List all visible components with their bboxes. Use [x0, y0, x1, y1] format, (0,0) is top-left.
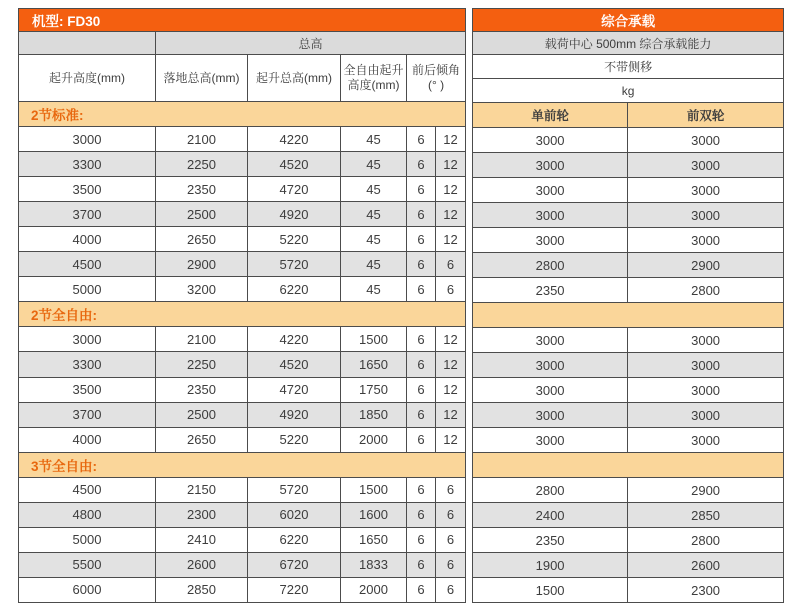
- cell-tilt-back: 12: [436, 127, 466, 152]
- cell-ground-height: 2100: [156, 327, 248, 352]
- cell-ground-height: 2500: [156, 202, 248, 227]
- cell-single-front-wheel: 2350: [473, 278, 628, 303]
- table-row: [19, 202, 466, 227]
- cell-tilt-front: 6: [407, 527, 436, 552]
- cell-double-front-wheel: 2600: [628, 553, 784, 578]
- cell-free-lift: 1500: [341, 477, 407, 502]
- cell-single-front-wheel: 2350: [473, 528, 628, 553]
- cell-ground-height: 2500: [156, 402, 248, 427]
- cell-ground-height: 2250: [156, 152, 248, 177]
- cell-extended-height: 4720: [248, 177, 341, 202]
- cell-single-front-wheel: 3000: [473, 153, 628, 178]
- empty-cell: [19, 32, 156, 55]
- table-row: [473, 153, 784, 178]
- cell-single-front-wheel: 3000: [473, 353, 628, 378]
- cell-double-front-wheel: 2850: [628, 503, 784, 528]
- cell-double-front-wheel: 2900: [628, 253, 784, 278]
- table-row: [19, 402, 466, 427]
- cell-free-lift: 2000: [341, 577, 407, 602]
- capacity-title: 综合承载: [473, 9, 784, 32]
- col-header-double-front-wheel: 前双轮: [628, 103, 784, 128]
- cell-ground-height: 2150: [156, 477, 248, 502]
- left-column-headers: [19, 55, 466, 102]
- cell-ground-height: 2900: [156, 252, 248, 277]
- table-row: [473, 403, 784, 428]
- cell-lift-height: 4000: [19, 227, 156, 252]
- sideshift-row: [473, 55, 784, 79]
- cell-extended-height: 5220: [248, 427, 341, 452]
- cell-tilt-front: 6: [407, 502, 436, 527]
- cell-lift-height: 5000: [19, 277, 156, 302]
- cell-free-lift: 45: [341, 252, 407, 277]
- table-row: [19, 127, 466, 152]
- cell-tilt-front: 6: [407, 377, 436, 402]
- cell-single-front-wheel: 2800: [473, 478, 628, 503]
- cell-ground-height: 2100: [156, 127, 248, 152]
- cell-tilt-back: 6: [436, 577, 466, 602]
- cell-double-front-wheel: 3000: [628, 328, 784, 353]
- table-row: [473, 578, 784, 603]
- model-title-row: [19, 9, 466, 32]
- cell-single-front-wheel: 2400: [473, 503, 628, 528]
- cell-extended-height: 6020: [248, 502, 341, 527]
- table-row: [473, 553, 784, 578]
- table-row: [19, 252, 466, 277]
- section-bar: [19, 452, 466, 477]
- section-bar: [473, 453, 784, 478]
- cell-ground-height: 2300: [156, 502, 248, 527]
- table-row: [473, 353, 784, 378]
- section-bar-filler: [473, 303, 784, 328]
- section-bar: [19, 102, 466, 127]
- cell-lift-height: 3500: [19, 177, 156, 202]
- table-row: [473, 503, 784, 528]
- cell-single-front-wheel: 1500: [473, 578, 628, 603]
- cell-tilt-front: 6: [407, 152, 436, 177]
- table-row: [19, 177, 466, 202]
- cell-tilt-front: 6: [407, 427, 436, 452]
- unit-row: [473, 79, 784, 103]
- cell-extended-height: 4520: [248, 152, 341, 177]
- tilt-label-line2: (° ): [427, 78, 445, 93]
- cell-ground-height: 2650: [156, 227, 248, 252]
- cell-tilt-back: 12: [436, 202, 466, 227]
- cell-double-front-wheel: 3000: [628, 128, 784, 153]
- section-bar: [19, 302, 466, 327]
- cell-free-lift: 1850: [341, 402, 407, 427]
- cell-free-lift: 1500: [341, 327, 407, 352]
- cell-ground-height: 2410: [156, 527, 248, 552]
- cell-tilt-front: 6: [407, 202, 436, 227]
- table-row: [19, 277, 466, 302]
- cell-lift-height: 5500: [19, 552, 156, 577]
- cell-tilt-back: 12: [436, 227, 466, 252]
- cell-double-front-wheel: 2800: [628, 278, 784, 303]
- table-row: [473, 328, 784, 353]
- table-row: [19, 527, 466, 552]
- cell-tilt-front: 6: [407, 552, 436, 577]
- cell-single-front-wheel: 3000: [473, 428, 628, 453]
- spec-sheet: [18, 8, 784, 603]
- cell-free-lift: 45: [341, 277, 407, 302]
- table-row: [473, 178, 784, 203]
- cell-lift-height: 4500: [19, 477, 156, 502]
- cell-ground-height: 2350: [156, 177, 248, 202]
- right-table-body: [473, 103, 784, 603]
- cell-lift-height: 3300: [19, 152, 156, 177]
- model-title: 机型: FD30: [19, 9, 466, 32]
- load-center-header: 载荷中心 500mm 综合承载能力: [473, 32, 784, 55]
- table-row: [19, 377, 466, 402]
- section-label: 2节标准:: [19, 102, 466, 127]
- cell-ground-height: 2850: [156, 577, 248, 602]
- cell-lift-height: 4800: [19, 502, 156, 527]
- cell-tilt-back: 6: [436, 477, 466, 502]
- cell-single-front-wheel: 3000: [473, 378, 628, 403]
- cell-tilt-back: 6: [436, 252, 466, 277]
- cell-tilt-back: 6: [436, 502, 466, 527]
- section-label: 2节全自由:: [19, 302, 466, 327]
- table-row: [473, 278, 784, 303]
- cell-double-front-wheel: 3000: [628, 228, 784, 253]
- cell-double-front-wheel: 3000: [628, 403, 784, 428]
- mast-spec-table: [18, 8, 466, 603]
- cell-extended-height: 5220: [248, 227, 341, 252]
- cell-tilt-back: 6: [436, 277, 466, 302]
- cell-tilt-front: 6: [407, 127, 436, 152]
- cell-tilt-front: 6: [407, 277, 436, 302]
- capacity-title-row: [473, 9, 784, 32]
- cell-tilt-back: 12: [436, 402, 466, 427]
- cell-double-front-wheel: 3000: [628, 203, 784, 228]
- cell-ground-height: 2250: [156, 352, 248, 377]
- table-row: [473, 428, 784, 453]
- cell-tilt-back: 12: [436, 352, 466, 377]
- load-center-row: [473, 32, 784, 55]
- cell-lift-height: 3300: [19, 352, 156, 377]
- cell-tilt-back: 6: [436, 552, 466, 577]
- cell-tilt-back: 12: [436, 427, 466, 452]
- cell-lift-height: 3000: [19, 327, 156, 352]
- cell-lift-height: 4500: [19, 252, 156, 277]
- cell-extended-height: 4720: [248, 377, 341, 402]
- cell-lift-height: 5000: [19, 527, 156, 552]
- section-bar-filler: [473, 453, 784, 478]
- cell-single-front-wheel: 3000: [473, 128, 628, 153]
- cell-single-front-wheel: 3000: [473, 178, 628, 203]
- cell-tilt-front: 6: [407, 352, 436, 377]
- section-bar: [473, 103, 784, 128]
- sideshift-header: 不带侧移: [473, 55, 784, 79]
- cell-free-lift: 45: [341, 127, 407, 152]
- left-table-body: [19, 102, 466, 603]
- cell-tilt-front: 6: [407, 402, 436, 427]
- table-row: [19, 327, 466, 352]
- table-row: [19, 552, 466, 577]
- total-height-band: [19, 32, 466, 55]
- cell-extended-height: 5720: [248, 252, 341, 277]
- col-header-extended-height: 起升总高(mm): [248, 55, 341, 102]
- capacity-table: [472, 8, 784, 603]
- cell-tilt-back: 12: [436, 327, 466, 352]
- cell-single-front-wheel: 1900: [473, 553, 628, 578]
- cell-tilt-back: 12: [436, 377, 466, 402]
- table-row: [473, 253, 784, 278]
- cell-tilt-back: 12: [436, 177, 466, 202]
- col-header-free-lift: 全自由起升高度(mm): [341, 55, 407, 102]
- cell-extended-height: 4220: [248, 127, 341, 152]
- cell-extended-height: 7220: [248, 577, 341, 602]
- tilt-label-line1: 前后倾角: [412, 63, 461, 78]
- col-header-single-front-wheel: 单前轮: [473, 103, 628, 128]
- cell-tilt-front: 6: [407, 577, 436, 602]
- section-bar: [473, 303, 784, 328]
- cell-extended-height: 4920: [248, 402, 341, 427]
- table-row: [19, 352, 466, 377]
- cell-single-front-wheel: 3000: [473, 228, 628, 253]
- cell-free-lift: 45: [341, 227, 407, 252]
- table-row: [473, 128, 784, 153]
- cell-double-front-wheel: 3000: [628, 378, 784, 403]
- table-row: [19, 227, 466, 252]
- cell-single-front-wheel: 3000: [473, 203, 628, 228]
- section-label: 3节全自由:: [19, 452, 466, 477]
- table-row: [19, 152, 466, 177]
- cell-tilt-front: 6: [407, 252, 436, 277]
- cell-single-front-wheel: 2800: [473, 253, 628, 278]
- table-row: [473, 478, 784, 503]
- cell-lift-height: 3000: [19, 127, 156, 152]
- cell-free-lift: 1833: [341, 552, 407, 577]
- cell-ground-height: 2600: [156, 552, 248, 577]
- cell-lift-height: 6000: [19, 577, 156, 602]
- table-row: [473, 228, 784, 253]
- cell-extended-height: 6220: [248, 527, 341, 552]
- cell-ground-height: 2350: [156, 377, 248, 402]
- unit-header: kg: [473, 79, 784, 103]
- col-header-lift-height: 起升高度(mm): [19, 55, 156, 102]
- cell-free-lift: 1600: [341, 502, 407, 527]
- cell-extended-height: 4220: [248, 327, 341, 352]
- cell-tilt-front: 6: [407, 227, 436, 252]
- cell-lift-height: 3500: [19, 377, 156, 402]
- cell-double-front-wheel: 3000: [628, 178, 784, 203]
- cell-free-lift: 45: [341, 177, 407, 202]
- cell-tilt-front: 6: [407, 177, 436, 202]
- cell-free-lift: 2000: [341, 427, 407, 452]
- cell-free-lift: 1650: [341, 352, 407, 377]
- table-row: [473, 378, 784, 403]
- total-height-header: 总高: [156, 32, 466, 55]
- cell-extended-height: 5720: [248, 477, 341, 502]
- cell-tilt-back: 12: [436, 152, 466, 177]
- cell-lift-height: 3700: [19, 402, 156, 427]
- table-row: [19, 577, 466, 602]
- cell-double-front-wheel: 2900: [628, 478, 784, 503]
- cell-free-lift: 1650: [341, 527, 407, 552]
- table-row: [473, 528, 784, 553]
- cell-double-front-wheel: 3000: [628, 428, 784, 453]
- cell-double-front-wheel: 3000: [628, 353, 784, 378]
- table-row: [19, 427, 466, 452]
- cell-tilt-front: 6: [407, 327, 436, 352]
- cell-extended-height: 4920: [248, 202, 341, 227]
- cell-free-lift: 45: [341, 202, 407, 227]
- cell-extended-height: 6720: [248, 552, 341, 577]
- cell-double-front-wheel: 3000: [628, 153, 784, 178]
- table-row: [19, 477, 466, 502]
- col-header-ground-height: 落地总高(mm): [156, 55, 248, 102]
- cell-free-lift: 1750: [341, 377, 407, 402]
- cell-single-front-wheel: 3000: [473, 403, 628, 428]
- cell-extended-height: 6220: [248, 277, 341, 302]
- cell-tilt-back: 6: [436, 527, 466, 552]
- table-row: [19, 502, 466, 527]
- cell-lift-height: 4000: [19, 427, 156, 452]
- cell-double-front-wheel: 2800: [628, 528, 784, 553]
- cell-double-front-wheel: 2300: [628, 578, 784, 603]
- cell-ground-height: 2650: [156, 427, 248, 452]
- cell-tilt-front: 6: [407, 477, 436, 502]
- cell-free-lift: 45: [341, 152, 407, 177]
- cell-extended-height: 4520: [248, 352, 341, 377]
- col-header-tilt: [407, 55, 466, 102]
- cell-single-front-wheel: 3000: [473, 328, 628, 353]
- table-row: [473, 203, 784, 228]
- cell-ground-height: 3200: [156, 277, 248, 302]
- cell-lift-height: 3700: [19, 202, 156, 227]
